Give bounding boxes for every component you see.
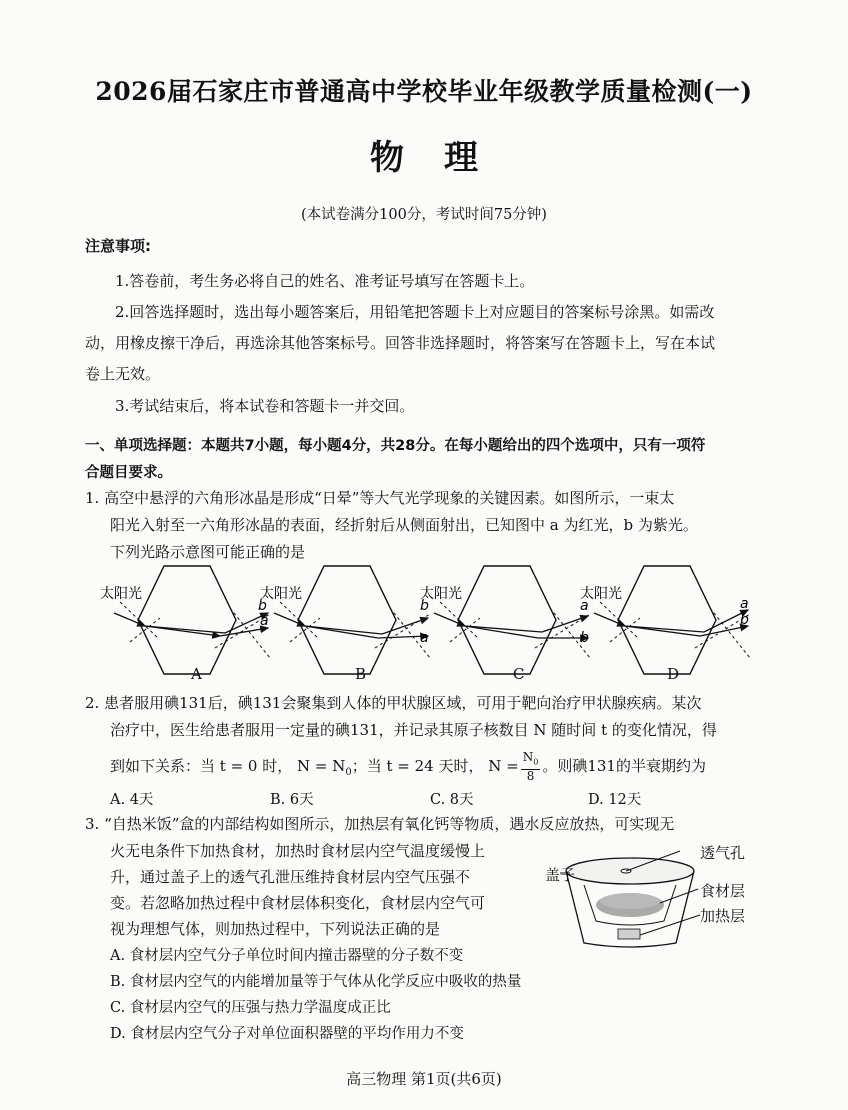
ray-a-label-c: a [580,598,589,614]
section-heading-line1: 一、单项选择题：本题共7小题，每小题4分，共28分。在每小题给出的四个选项中，只有一项符 [85,438,706,454]
exam-title: 2026届石家庄市普通高中学校毕业年级教学质量检测(一) [95,77,753,106]
q2-option-c: C. 8天 [430,792,474,808]
ray-b-label-a: b [258,598,267,614]
sunlight-label-d: 太阳光 [580,586,622,602]
q3-option-c: C. 食材层内空气的压强与热力学温度成正比 [110,1000,391,1016]
diagram-d [580,566,750,674]
q1-option-c: C [513,665,525,683]
sunlight-label-a: 太阳光 [100,586,142,602]
label-food-layer: 食材层 [700,882,746,900]
ray-a-label-a: a [260,613,269,629]
sunlight-label-c: 太阳光 [420,586,462,602]
q2-option-b: B. 6天 [270,792,314,808]
ray-b-label-b: b [420,598,429,614]
q1-line3: 下列光路示意图可能正确的是 [110,543,306,561]
subject-title: 物理 [370,138,518,178]
label-heating-layer: 加热层 [700,907,746,925]
q1-line2: 阳光入射至一六角形冰晶的表面，经折射后从侧面射出，已知图中 a 为红光，b 为紫光。 [110,516,698,534]
notice-item-2-line3: 卷上无效。 [85,365,161,383]
q3-option-d: D. 食材层内空气分子对单位面积器壁的平均作用力不变 [110,1026,464,1042]
q3-line2: 火无电条件下加热食材，加热时食材层内空气温度缓慢上 [110,842,486,860]
q2-line2: 治疗中，医生给患者服用一定量的碘131，并记录其原子核数目 N 随时间 t 的变化情况，得 [110,721,717,739]
q2-option-a: A. 4天 [110,792,154,808]
q2-line3 [110,746,706,786]
q3-line3: 升，通过盖子上的透气孔泄压维持食材层内空气压强不 [110,868,471,886]
q2-frac-den: 8 [526,768,535,783]
q3-option-a: A. 食材层内空气分子单位时间内撞击器壁的分子数不变 [110,948,464,964]
q1-line1: 1. 高空中悬浮的六角形冰晶是形成“日晕”等大气光学现象的关键因素。如图所示，一束太 [85,489,675,507]
q1-option-a: A [191,665,202,683]
ray-a-label-d: a [740,596,749,612]
ray-b-label-d: b [740,612,749,628]
diagram-c [420,566,590,674]
q2-option-d: D. 12天 [588,792,642,808]
q2-line3-part-a: 到如下关系：当 t = 0 时， N = N [110,757,346,775]
sunlight-label-b: 太阳光 [260,586,302,602]
q2-line3-part-c: 。则碘131的半衰期约为 [542,757,706,775]
page-footer: 高三物理 第1页(共6页) [346,1070,502,1088]
q3-option-b: B. 食材层内空气的内能增加量等于气体从化学反应中吸收的热量 [110,974,522,990]
q2-line3-part-b: ；当 t = 24 天时， N = [351,757,519,775]
diagram-b [260,566,430,674]
notice-item-3: 3.考试结束后，将本试卷和答题卡一并交回。 [115,397,415,415]
q2-subscript-0: 0 [345,767,352,778]
notice-item-2-line1: 2.回答选择题时，选出每小题答案后，用铅笔把答题卡上对应题目的答案标号涂黑。如需改 [115,303,715,321]
q1-option-b: B [355,665,367,683]
notice-item-2-line2: 动，用橡皮擦干净后，再选涂其他答案标号。回答非选择题时，将答案写在答题卡上，写在本试 [85,334,716,352]
notice-heading: 注意事项: [85,237,151,255]
q3-line4: 变。若忽略加热过程中食材层体积变化，食材层内空气可 [110,894,486,912]
q1-option-d: D [667,665,680,683]
q2-frac-num: $N_0$ [521,751,541,769]
q2-fraction [521,751,541,782]
ray-a-label-b: a [420,630,429,646]
label-lid: 盖子 [545,866,576,884]
label-vent: 透气孔 [700,844,746,862]
score-info: (本试卷满分100分，考试时间75分钟) [301,207,547,223]
notice-item-1: 1.答卷前，考生务必将自己的姓名、准考证号填写在答题卡上。 [115,272,535,290]
q2-line1: 2. 患者服用碘131后，碘131会聚集到人体的甲状腺区域，可用于靶向治疗甲状腺疾病。某次 [85,694,702,712]
q3-line5: 视为理想气体，则加热过程中，下列说法正确的是 [110,920,441,938]
q3-line1: 3. “自热米饭”盒的内部结构如图所示，加热层有氧化钙等物质，遇水反应放热，可实现无 [85,815,675,833]
ray-b-label-c: b [580,630,589,646]
section-heading-line2: 合题目要求。 [85,465,172,481]
diagram-a [100,566,270,674]
